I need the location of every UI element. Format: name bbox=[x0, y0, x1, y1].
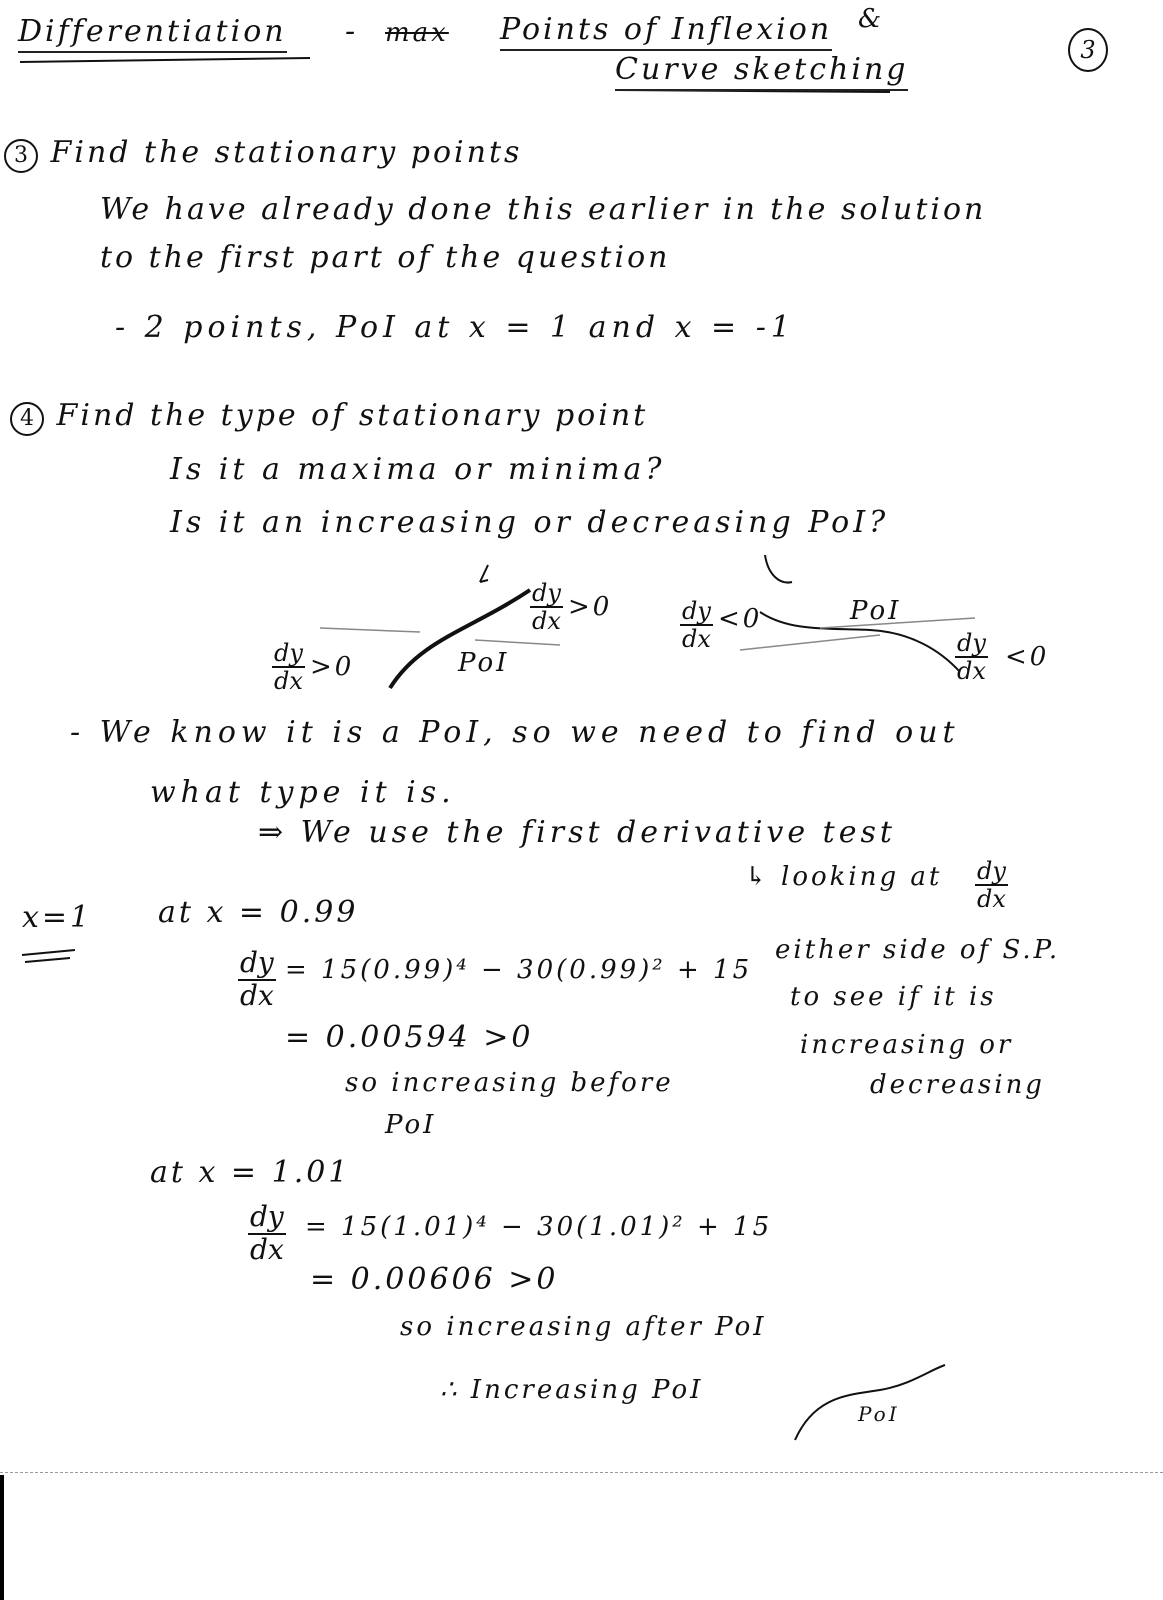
arrow-down-2 bbox=[765, 555, 792, 583]
arrow-down-1 bbox=[480, 565, 488, 582]
step3-line2: to the first part of the question bbox=[100, 240, 671, 275]
equation-2: = 15(1.01)⁴ − 30(1.01)² + 15 bbox=[305, 1212, 773, 1242]
x-equals-1-label: x=1 bbox=[22, 900, 93, 935]
right-derivative: $\frac{dy}{dx}$ bbox=[682, 597, 711, 654]
question-1: Is it a maxima or minima? bbox=[170, 452, 666, 487]
step3-number: 3 bbox=[4, 139, 38, 173]
right-tangent-b bbox=[740, 635, 880, 650]
ampersand: & bbox=[858, 4, 885, 34]
page-title: Differentiation bbox=[18, 14, 287, 53]
derivative-2: $\frac{dy}{dx}$ bbox=[250, 1200, 284, 1266]
title-underline-2 bbox=[20, 58, 310, 62]
right2-lt: <0 bbox=[1005, 642, 1050, 672]
at-x-101: at x = 1.01 bbox=[150, 1155, 351, 1190]
step4-heading-row bbox=[10, 398, 648, 436]
scan-edge-bar bbox=[0, 1475, 4, 1600]
conclusion-1: so increasing before bbox=[345, 1068, 674, 1098]
right-lt: <0 bbox=[718, 604, 763, 634]
left-derivative: $\frac{dy}{dx}$ bbox=[274, 639, 303, 696]
step3-line3: - 2 points, PoI at x = 1 and x = -1 bbox=[115, 310, 795, 345]
note-1: ↳ looking at bbox=[745, 862, 943, 892]
note-3: to see if it is bbox=[790, 982, 997, 1012]
method-line: ⇒ We use the first derivative test bbox=[258, 815, 896, 850]
upper-gt: >0 bbox=[568, 592, 613, 622]
step4-number: 4 bbox=[10, 402, 44, 436]
derivative-1: $\frac{dy}{dx}$ bbox=[240, 946, 274, 1012]
note-2: either side of S.P. bbox=[775, 935, 1061, 965]
know-line-2: what type it is. bbox=[150, 775, 456, 810]
right-poi-label: PoI bbox=[850, 596, 902, 626]
step3-heading: Find the stationary points bbox=[50, 135, 523, 170]
result-2: = 0.00606 >0 bbox=[310, 1262, 559, 1297]
at-x-099: at x = 0.99 bbox=[158, 895, 359, 930]
left-tangent-b bbox=[475, 640, 560, 645]
page-edge-line bbox=[0, 1472, 1163, 1473]
conclusion-2: so increasing after PoI bbox=[400, 1312, 767, 1342]
left-gt: >0 bbox=[310, 652, 355, 682]
note-derivative: $\frac{dy}{dx}$ bbox=[977, 857, 1006, 914]
right2-derivative: $\frac{dy}{dx}$ bbox=[957, 629, 986, 686]
step3-heading-row bbox=[4, 135, 522, 173]
step4-heading: Find the type of stationary point bbox=[56, 398, 649, 433]
subtitle-1: Points of Inflexion bbox=[500, 12, 832, 51]
result-1: = 0.00594 >0 bbox=[285, 1020, 534, 1055]
upper-derivative: $\frac{dy}{dx}$ bbox=[532, 579, 561, 636]
final-conclusion: ∴ Increasing PoI bbox=[440, 1375, 704, 1405]
left-poi-label: PoI bbox=[458, 648, 510, 678]
x1-underline bbox=[22, 950, 75, 962]
equation-1: = 15(0.99)⁴ − 30(0.99)² + 15 bbox=[285, 955, 753, 985]
note-5: decreasing bbox=[870, 1070, 1045, 1100]
title-dash: - bbox=[345, 14, 359, 49]
know-line-1: - We know it is a PoI, so we need to find out bbox=[70, 715, 960, 750]
note-4: increasing or bbox=[800, 1030, 1014, 1060]
question-2: Is it an increasing or decreasing PoI? bbox=[170, 505, 890, 540]
struck-word: max bbox=[385, 18, 449, 48]
page-number: 3 bbox=[1068, 28, 1108, 72]
conclusion-1-poi: PoI bbox=[385, 1110, 437, 1140]
left-tangent-a bbox=[320, 628, 420, 632]
final-sketch-poi: PoI bbox=[858, 1402, 900, 1426]
step3-line1: We have already done this earlier in the solution bbox=[100, 192, 987, 227]
subtitle-2: Curve sketching bbox=[615, 52, 908, 91]
